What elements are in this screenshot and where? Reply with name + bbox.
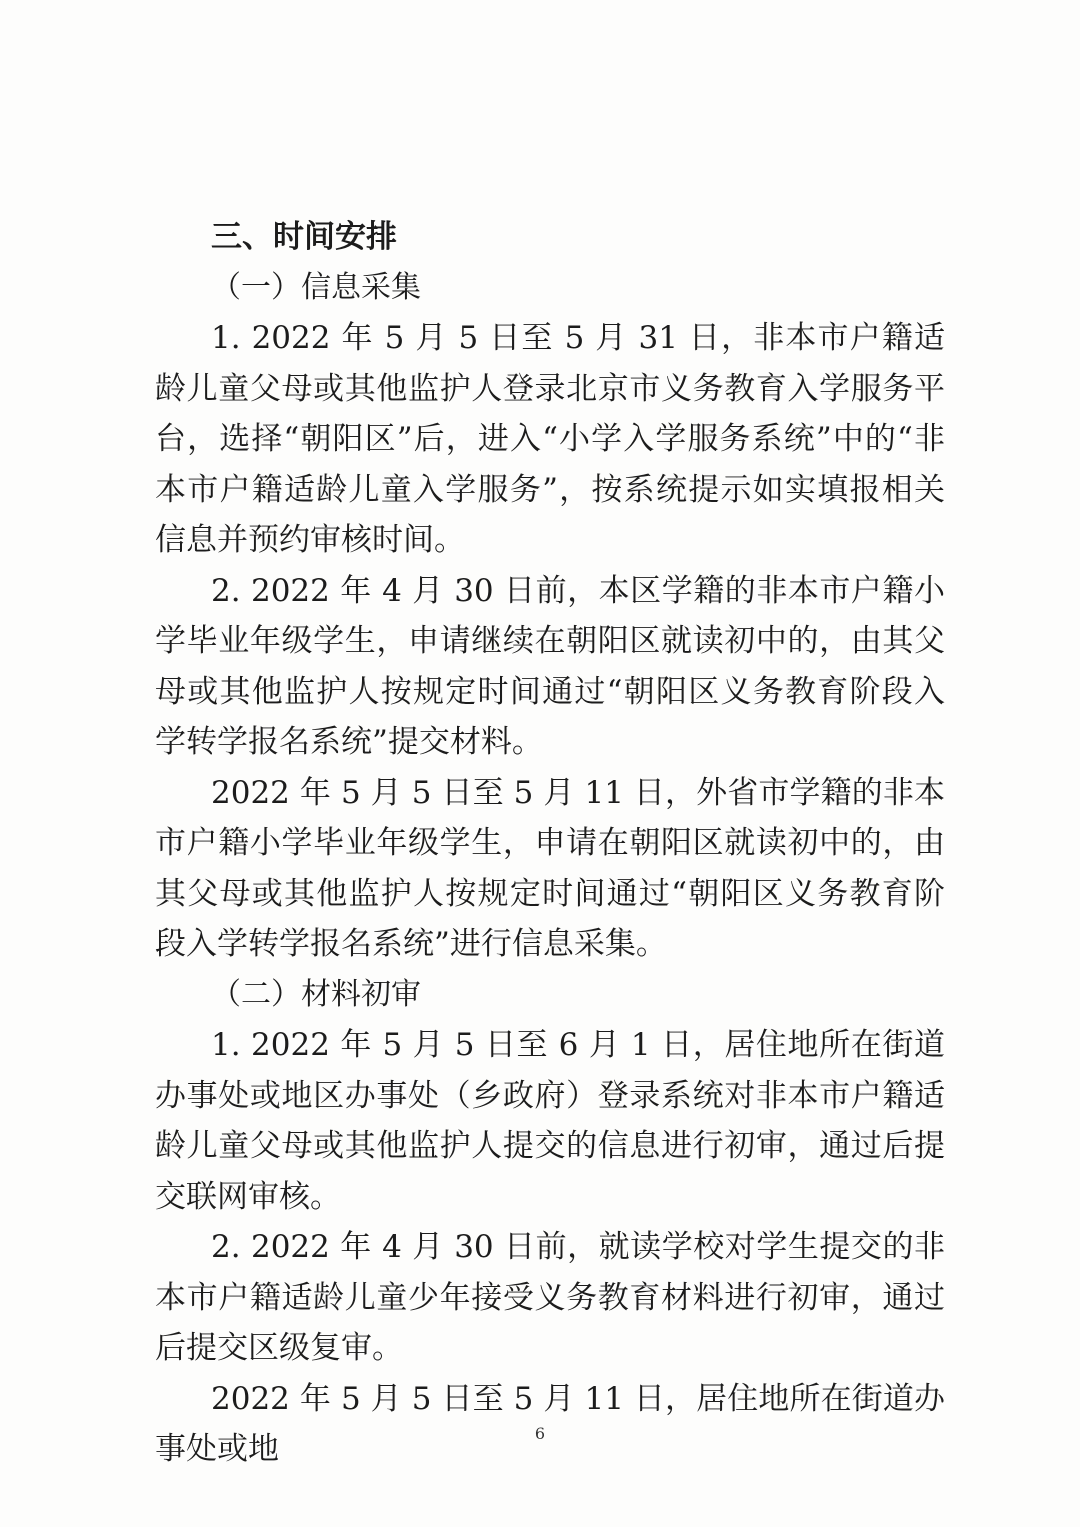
section-heading: 三、时间安排 (211, 219, 397, 255)
paragraph: 1. 2022 年 5 月 5 日至 6 月 1 日，居住地所在街道办事处或地区办事处（乡政府）登录系统对非本市户籍适龄儿童父母或其他监护人提交的信息进行初审，通过后提交联网审核。 (155, 1027, 945, 1215)
paragraph: 2022 年 5 月 5 日至 5 月 11 日，外省市学籍的非本市户籍小学毕业年级学生，申请在朝阳区就读初中的，由其父母或其他监护人按规定时间通过“朝阳区义务教育阶段入学转学报名系统”进行信息采集。 (155, 774, 945, 962)
page-number: 6 (534, 1424, 546, 1443)
subheading-info-collection: （一）信息采集 (211, 269, 421, 305)
paragraph: 2. 2022 年 4 月 30 日前，本区学籍的非本市户籍小学毕业年级学生，申请继续在朝阳区就读初中的，由其父母或其他监护人按规定时间通过“朝阳区义务教育阶段入学转学报名系统”提交材料。 (155, 572, 945, 760)
document-body (155, 212, 945, 1475)
paragraph: 2. 2022 年 4 月 30 日前，就读学校对学生提交的非本市户籍适龄儿童少年接受义务教育材料进行初审，通过后提交区级复审。 (155, 1229, 945, 1366)
paragraph: 2022 年 5 月 5 日至 5 月 11 日，居住地所在街道办事处或地 (155, 1380, 945, 1467)
subheading-material-review: （二）材料初审 (211, 976, 421, 1012)
paragraph: 1. 2022 年 5 月 5 日至 5 月 31 日，非本市户籍适龄儿童父母或其他监护人登录北京市义务教育入学服务平台，选择“朝阳区”后，进入“小学入学服务系统”中的“非本市户籍适龄儿童入学服务”，按系统提示如实填报相关信息并预约审核时间。 (155, 320, 945, 558)
